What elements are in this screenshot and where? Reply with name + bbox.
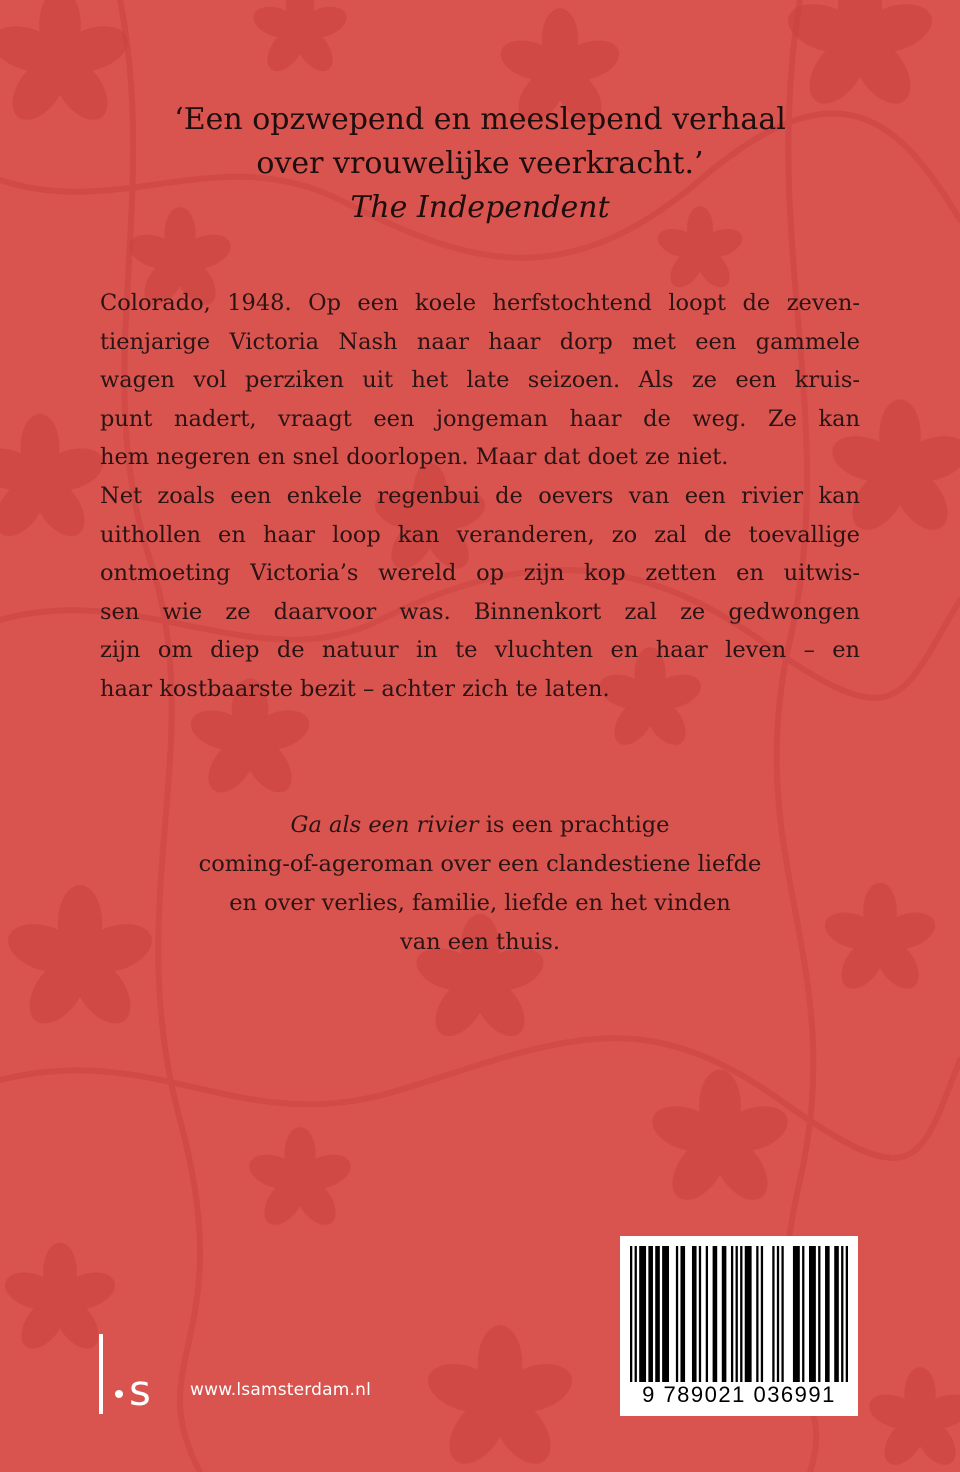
barcode-bar [802,1246,804,1382]
barcode-bar [818,1246,820,1382]
barcode-bar [692,1246,697,1382]
blurb-line: coming-of-ageroman over een clandestiene liefde [198,851,762,877]
barcode-bar [825,1246,830,1382]
synopsis-line: zijn om diep de natuur in te vluchten en haar leven – en [100,637,860,664]
synopsis-line: sen wie ze daarvoor was. Binnenkort zal ze gedwongen [100,598,860,625]
blurb-line [80,806,880,845]
barcode-bar [841,1246,843,1382]
review-quote [80,98,880,230]
barcode-bar [662,1246,669,1382]
barcode-bar [736,1246,738,1382]
barcode-bar [772,1246,774,1382]
barcode-bar [655,1246,660,1382]
logo-letter: s [129,1366,151,1415]
barcode-bar [809,1246,816,1382]
publisher-logo [99,1334,199,1414]
logo-dot [115,1390,123,1398]
barcode-bars [630,1246,848,1382]
barcode-bar [706,1246,708,1382]
quote-line: over vrouwelijke veerkracht.’ [256,146,704,181]
isbn-number: 9 789021 036991 [642,1382,836,1407]
synopsis-line: uithollen en haar loop kan veranderen, zo zal de toevallige [100,521,860,548]
synopsis-paragraph [100,284,860,709]
blurb-line: van een thuis. [400,929,560,955]
barcode-bar [630,1246,632,1382]
book-blurb [80,806,880,962]
barcode-bar [846,1246,848,1382]
barcode-bar [731,1246,733,1382]
logo-bar [99,1334,103,1414]
barcode-bar [680,1246,685,1382]
barcode-bar [722,1246,727,1382]
barcode-bar [713,1246,718,1382]
synopsis-line: tienjarige Victoria Nash naar haar dorp met een gammele [100,328,860,355]
barcode-bar [777,1246,779,1382]
book-title: Ga als een rivier [290,812,479,838]
barcode-bar [676,1246,678,1382]
barcode-bar [745,1246,752,1382]
synopsis-line: Net zoals een enkele regenbui de oevers van een rivier kan [100,482,860,509]
blurb-line: en over verlies, familie, liefde en het vinden [229,890,731,916]
barcode-bar [761,1246,763,1382]
blurb-line-rest: is een prachtige [478,812,670,838]
barcode-bar [756,1246,758,1382]
barcode-bar [635,1246,637,1382]
barcode-bar [639,1246,646,1382]
publisher-website: www.lsamsterdam.nl [190,1380,372,1400]
synopsis-line: hem negeren en snel doorlopen. Maar dat doet ze niet. [100,444,729,471]
synopsis-line: haar kostbaarste bezit – achter zich te laten. [100,675,610,702]
quote-source: The Independent [350,190,610,225]
barcode-bar [781,1246,783,1382]
barcode-bar [793,1246,800,1382]
quote-line: ‘Een opzwepend en meeslepend verhaal [174,102,786,137]
barcode-bar [699,1246,701,1382]
synopsis-line: wagen vol perziken uit het late seizoen. Als ze een kruis- [100,367,860,394]
barcode-bar [834,1246,839,1382]
synopsis-line: ontmoeting Victoria’s wereld op zijn kop zetten en uitwis- [100,560,860,587]
barcode-bar [740,1246,742,1382]
barcode-bar [648,1246,653,1382]
synopsis-line: Colorado, 1948. Op een koele herfstochtend loopt de zeven- [100,290,860,316]
isbn-barcode [620,1236,858,1416]
synopsis-line: punt nadert, vraagt een jongeman haar de weg. Ze kan [100,405,860,432]
